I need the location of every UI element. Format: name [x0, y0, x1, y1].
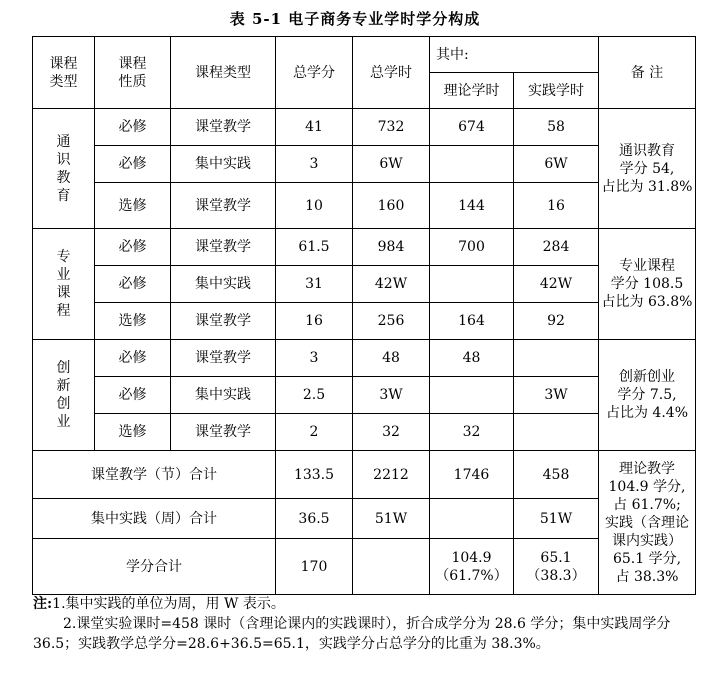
table-row	[33, 266, 696, 303]
theory-hours: 674	[430, 109, 514, 146]
hours: 3W	[353, 377, 430, 414]
group-remark: 专业课程 学分 108.5 占比为 63.8%	[599, 229, 696, 340]
course-type: 集中实践	[171, 146, 276, 183]
theory-hours: 700	[430, 229, 514, 266]
group-label: 通 识 教 育	[33, 109, 95, 229]
table-row	[33, 183, 696, 229]
theory-hours: 144	[430, 183, 514, 229]
theory-hours: 32	[430, 414, 514, 451]
hours: 6W	[353, 146, 430, 183]
total-row	[33, 539, 696, 595]
course-nature: 选修	[95, 414, 171, 451]
course-type: 课堂教学	[171, 303, 276, 340]
practice-hours: 58	[514, 109, 599, 146]
totals-remark: 理论教学 104.9 学分, 占 61.7%; 实践（含理论 课内实践） 65.1 学分, 占 38.3%	[599, 451, 696, 595]
practice-hours: 42W	[514, 266, 599, 303]
total-label: 集中实践（周）合计	[33, 499, 276, 539]
total-theory: 104.9 （61.7%）	[430, 539, 514, 595]
hours: 984	[353, 229, 430, 266]
table-title: 表 5-1 电子商务专业学时学分构成	[229, 10, 481, 28]
course-type: 课堂教学	[171, 183, 276, 229]
header-remarks: 备 注	[599, 37, 696, 109]
theory-hours	[430, 146, 514, 183]
total-label: 学分合计	[33, 539, 276, 595]
course-type: 课堂教学	[171, 414, 276, 451]
course-nature: 选修	[95, 303, 171, 340]
practice-hours: 6W	[514, 146, 599, 183]
hours: 48	[353, 340, 430, 377]
total-hours: 51W	[353, 499, 430, 539]
total-theory: 1746	[430, 451, 514, 499]
table-row	[33, 229, 696, 266]
header-total-hours: 总学时	[353, 37, 430, 109]
total-credits: 36.5	[276, 499, 353, 539]
header-theory-hours: 理论学时	[430, 73, 514, 109]
total-hours: 2212	[353, 451, 430, 499]
group-label: 创 新 创 业	[33, 340, 95, 451]
hours: 42W	[353, 266, 430, 303]
theory-hours	[430, 377, 514, 414]
practice-hours: 284	[514, 229, 599, 266]
total-row	[33, 451, 696, 499]
header-total-credits: 总学分	[276, 37, 353, 109]
credits: 2.5	[276, 377, 353, 414]
group-remark: 通识教育 学分 54, 占比为 31.8%	[599, 109, 696, 229]
credits-hours-table	[32, 36, 696, 595]
practice-hours: 16	[514, 183, 599, 229]
hours: 256	[353, 303, 430, 340]
course-type: 集中实践	[171, 266, 276, 303]
header-course-category: 课程 类型	[33, 37, 95, 109]
total-practice: 51W	[514, 499, 599, 539]
practice-hours	[514, 340, 599, 377]
course-nature: 必修	[95, 229, 171, 266]
table-row	[33, 146, 696, 183]
total-theory	[430, 499, 514, 539]
total-row	[33, 499, 696, 539]
practice-hours: 92	[514, 303, 599, 340]
course-type: 课堂教学	[171, 340, 276, 377]
theory-hours	[430, 266, 514, 303]
header-course-type: 课程类型	[171, 37, 276, 109]
total-credits: 133.5	[276, 451, 353, 499]
course-nature: 必修	[95, 266, 171, 303]
notes	[33, 594, 705, 654]
course-nature: 必修	[95, 109, 171, 146]
header-course-nature: 课程 性质	[95, 37, 171, 109]
header-of-which: 其中:	[430, 37, 599, 73]
total-hours	[353, 539, 430, 595]
credits: 3	[276, 146, 353, 183]
total-label: 课堂教学（节）合计	[33, 451, 276, 499]
table-row	[33, 340, 696, 377]
note-label: 注:	[33, 596, 53, 612]
course-nature: 必修	[95, 377, 171, 414]
table-row	[33, 109, 696, 146]
note-1-text: 1.集中实践的单位为周，用 W 表示。	[52, 596, 285, 612]
theory-hours: 164	[430, 303, 514, 340]
hours: 732	[353, 109, 430, 146]
total-credits: 170	[276, 539, 353, 595]
credits: 16	[276, 303, 353, 340]
credits: 41	[276, 109, 353, 146]
course-type: 课堂教学	[171, 229, 276, 266]
group-label: 专 业 课 程	[33, 229, 95, 340]
hours: 32	[353, 414, 430, 451]
credits: 31	[276, 266, 353, 303]
course-nature: 必修	[95, 146, 171, 183]
course-nature: 必修	[95, 340, 171, 377]
total-practice: 65.1 （38.3）	[514, 539, 599, 595]
hours: 160	[353, 183, 430, 229]
credits: 61.5	[276, 229, 353, 266]
credits: 3	[276, 340, 353, 377]
credits: 2	[276, 414, 353, 451]
total-practice: 458	[514, 451, 599, 499]
credits: 10	[276, 183, 353, 229]
table-row	[33, 377, 696, 414]
course-type: 集中实践	[171, 377, 276, 414]
course-type: 课堂教学	[171, 109, 276, 146]
practice-hours: 3W	[514, 377, 599, 414]
note-line-2: 2.课堂实验课时=458 课时（含理论课内的实践课时），折合成学分为 28.6 学分；集中实践周学分 36.5；实践教学总学分=28.6+36.5=65.1，实践学分占总学分的比重为 38.3%。	[33, 616, 671, 652]
practice-hours	[514, 414, 599, 451]
table-row	[33, 414, 696, 451]
table-row	[33, 303, 696, 340]
header-practice-hours: 实践学时	[514, 73, 599, 109]
group-remark: 创新创业 学分 7.5, 占比为 4.4%	[599, 340, 696, 451]
course-nature: 选修	[95, 183, 171, 229]
note-line-1	[33, 594, 705, 614]
theory-hours: 48	[430, 340, 514, 377]
